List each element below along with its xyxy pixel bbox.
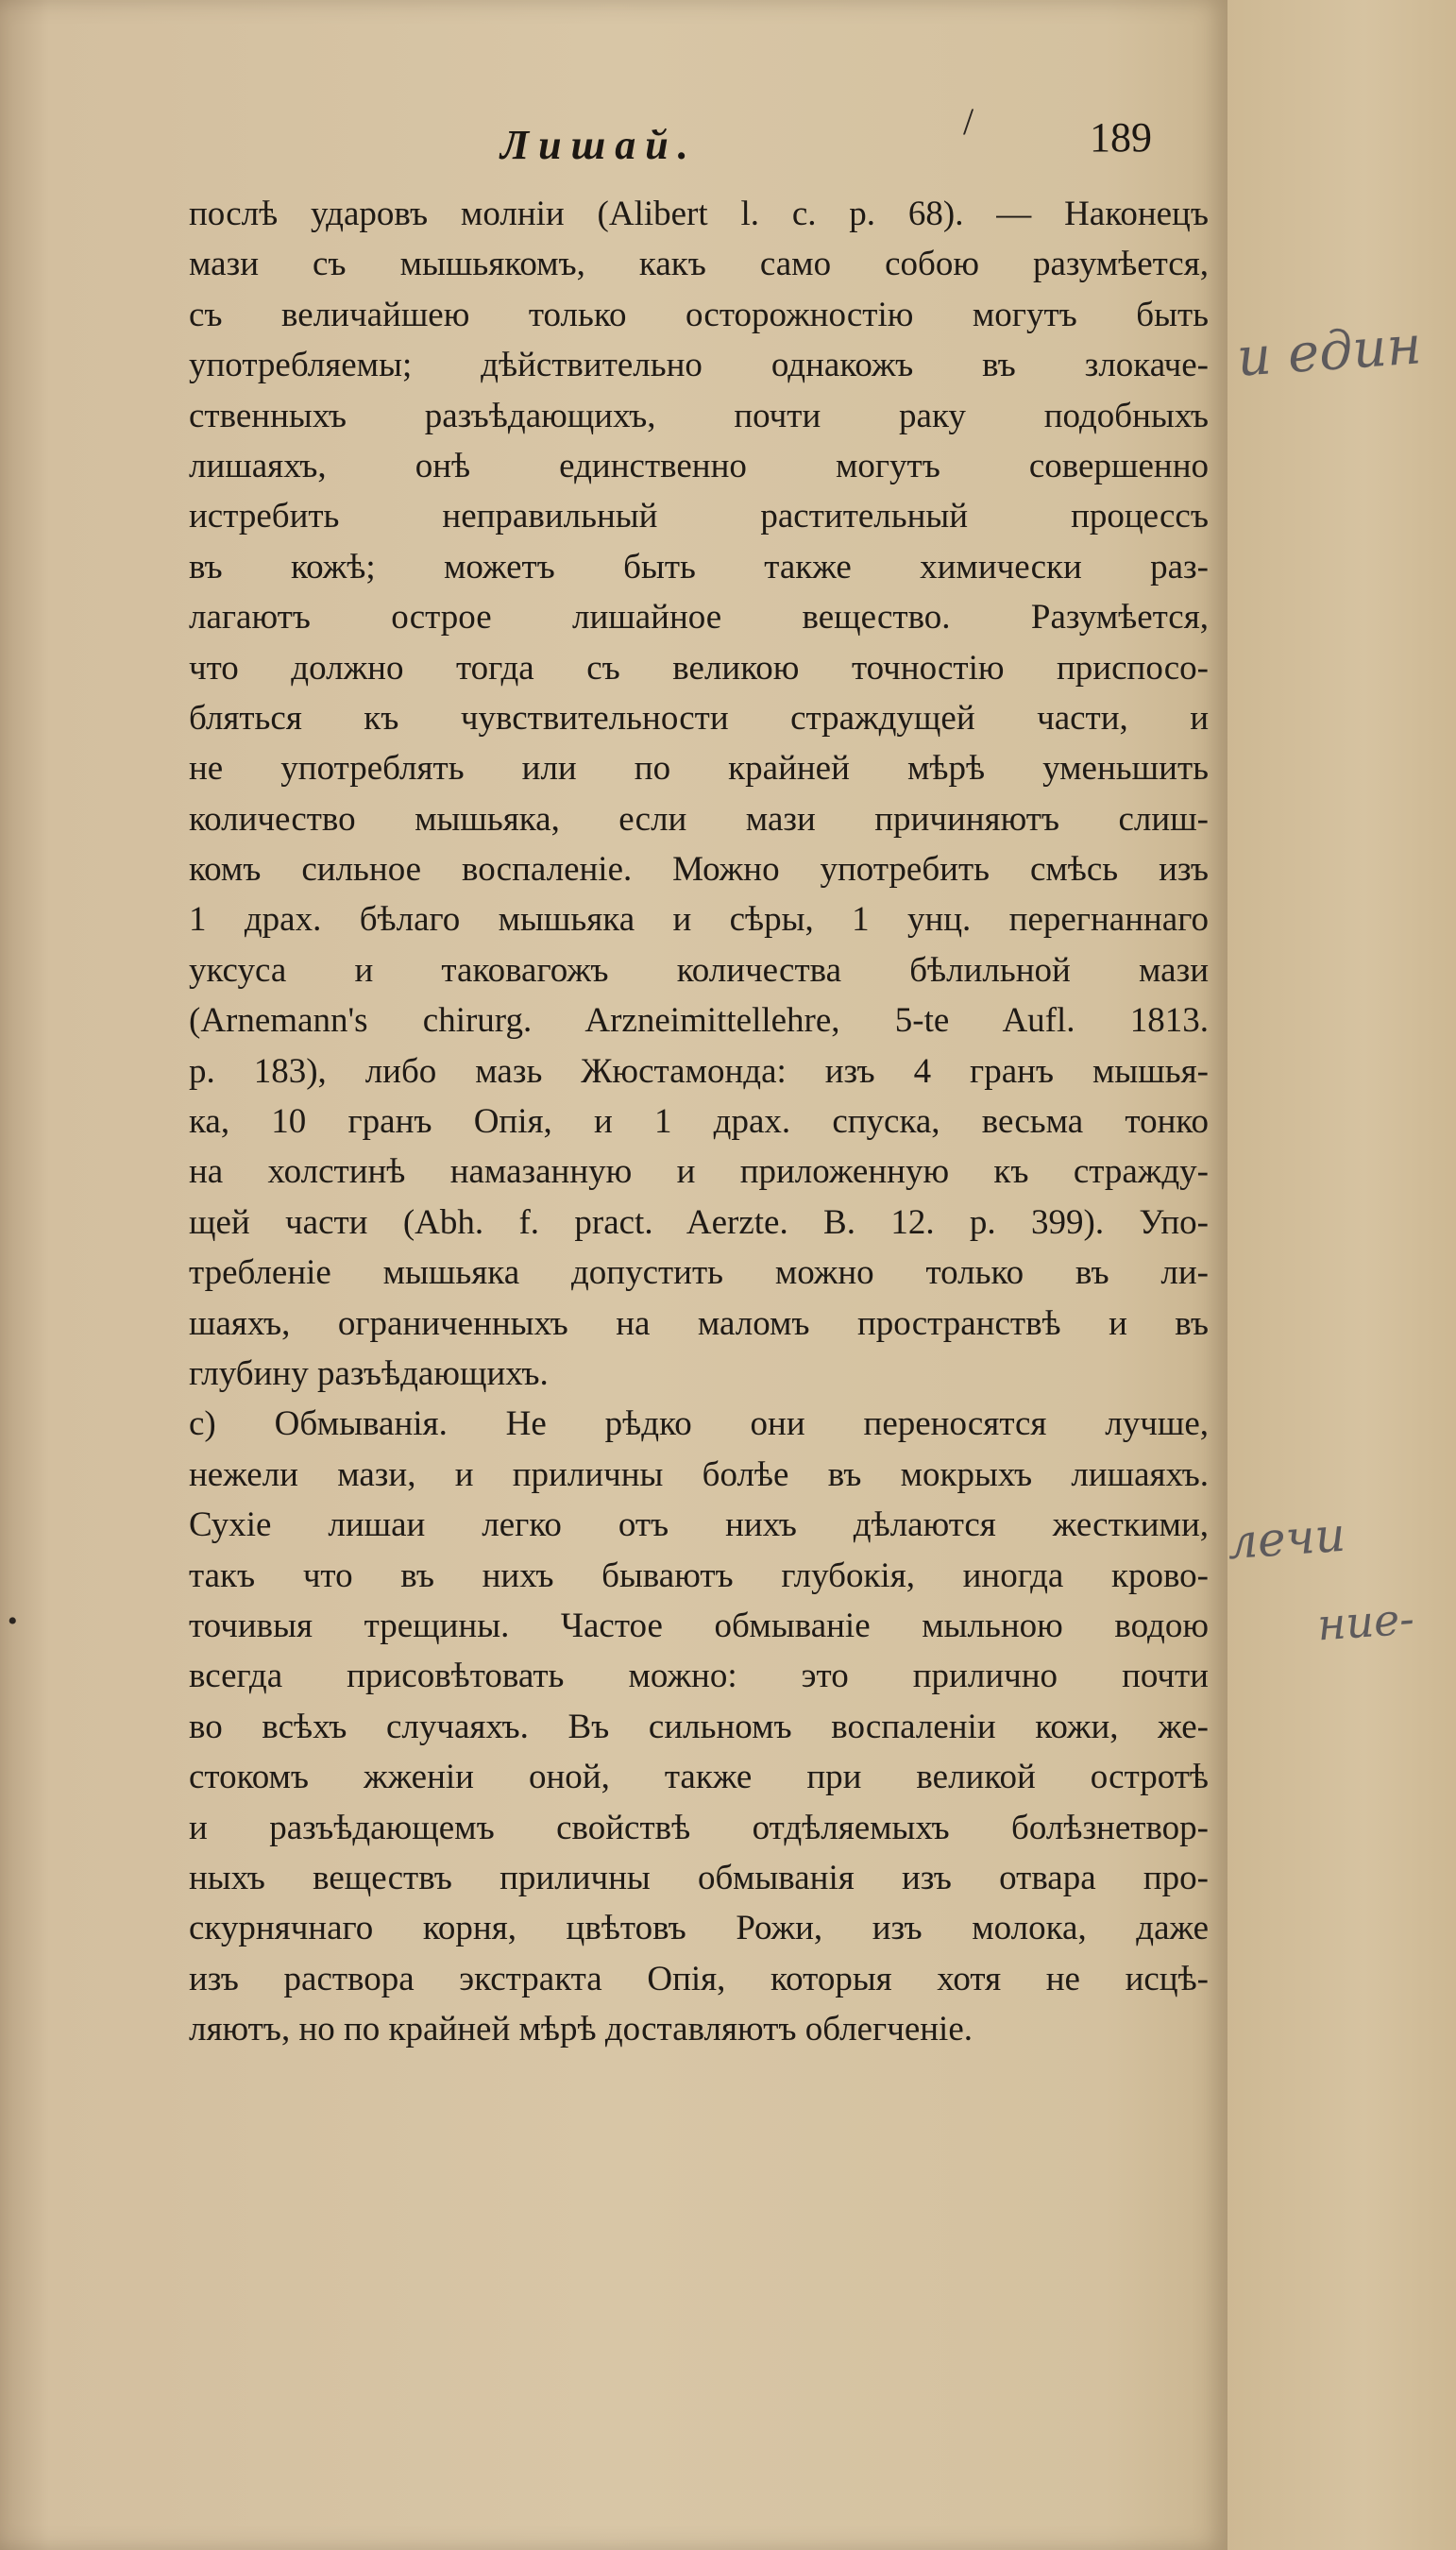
handwritten-margin-note: лечи (1226, 1506, 1347, 1571)
text-line: количество мышьяка, если мази причиняютъ слиш- (189, 799, 1209, 839)
text-line: Сухіе лишаи легко отъ нихъ дѣлаются жесткими, (189, 1505, 1209, 1545)
text-line: всегда присовѣтовать можно: это прилично почти (189, 1657, 1209, 1696)
text-line: не употреблять или по крайней мѣрѣ уменьшить (189, 749, 1209, 789)
text-line: стокомъ жженіи оной, также при великой остротѣ (189, 1758, 1209, 1797)
text-line: бляться къ чувствительности страждущей части, и (189, 698, 1209, 738)
text-line: ственныхъ разъѣдающихъ, почти раку подобныхъ (189, 396, 1209, 435)
text-line: съ величайшею только осторожностію могутъ быть (189, 295, 1209, 334)
text-line: (Arnemann's chirurg. Arzneimittellehre, 5-te Aufl. 1813. (189, 1001, 1209, 1041)
text-line: ныхъ веществъ приличны обмыванія изъ отвара про- (189, 1858, 1209, 1897)
text-line: нежели мази, и приличны болѣе въ мокрыхъ лишаяхъ. (189, 1454, 1209, 1494)
text-line: лишаяхъ, онѣ единственно могутъ совершенно (189, 446, 1209, 485)
text-line: такъ что въ нихъ бываютъ глубокія, иногда крово- (189, 1556, 1209, 1595)
text-line: точивыя трещины. Частое обмываніе мыльною водою (189, 1606, 1209, 1645)
text-line: щей части (Abh. f. pract. Aerzte. B. 12. p. 399). Упо- (189, 1202, 1209, 1242)
text-line: p. 183), либо мазь Жюстамонда: изъ 4 гранъ мышья- (189, 1051, 1209, 1091)
text-line: и разъѣдающемъ свойствѣ отдѣляемыхъ болѣзнетвор- (189, 1808, 1209, 1847)
text-line: требленіе мышьяка допустить можно только въ ли- (189, 1253, 1209, 1293)
text-line: послѣ ударовъ молніи (Alibert l. c. p. 68). — Наконецъ (189, 195, 1209, 233)
text-line: скурнячнаго корня, цвѣтовъ Рожи, изъ молока, даже (189, 1909, 1209, 1948)
text-line: уксуса и таковагожъ количества бѣлильной мази (189, 950, 1209, 990)
running-title: Лишай. (500, 122, 698, 168)
text-line: шаяхъ, ограниченныхъ на маломъ пространствѣ и въ (189, 1303, 1209, 1343)
page-number: 189 (1090, 114, 1152, 161)
margin-dot: • (8, 1606, 18, 1637)
text-line: комъ сильное воспаленіе. Можно употребить смѣсь изъ (189, 850, 1209, 890)
text-line: на холстинѣ намазанную и приложенную къ стражду- (189, 1152, 1209, 1192)
text-line: истребить неправильный растительный процессъ (189, 497, 1209, 536)
text-line: что должно тогда съ великою точностію приспосо- (189, 648, 1209, 688)
text-line: изъ раствора экстракта Опія, которыя хотя не исцѣ- (189, 1959, 1209, 1998)
handwritten-margin-note: и един (1234, 314, 1424, 389)
text-line: c) Обмыванія. Не рѣдко они переносятся лучше, (189, 1404, 1209, 1444)
text-line: ка, 10 гранъ Опія, и 1 драх. спуска, весьма тонко (189, 1102, 1209, 1142)
text-line: ляютъ, но по крайней мѣрѣ доставляютъ облегченіе. (189, 2010, 973, 2049)
text-line: лагаютъ острое лишайное вещество. Разумѣется, (189, 598, 1209, 638)
text-line: въ кожѣ; можетъ быть также химически раз- (189, 547, 1209, 586)
text-line: мази съ мышьякомъ, какъ само собою разумѣется, (189, 245, 1209, 284)
handwritten-margin-note: ние- (1315, 1592, 1416, 1651)
text-line: 1 драх. бѣлаго мышьяка и сѣры, 1 унц. перегнаннаго (189, 900, 1209, 940)
text-line: глубину разъѣдающихъ. (189, 1353, 549, 1393)
page-header (189, 114, 1152, 178)
body-text (189, 189, 1209, 2054)
pencil-mark: / (963, 100, 974, 143)
text-line: употребляемы; дѣйствительно однакожъ въ злокаче- (189, 346, 1209, 385)
text-line: во всѣхъ случаяхъ. Въ сильномъ воспаленіи кожи, же- (189, 1707, 1209, 1746)
